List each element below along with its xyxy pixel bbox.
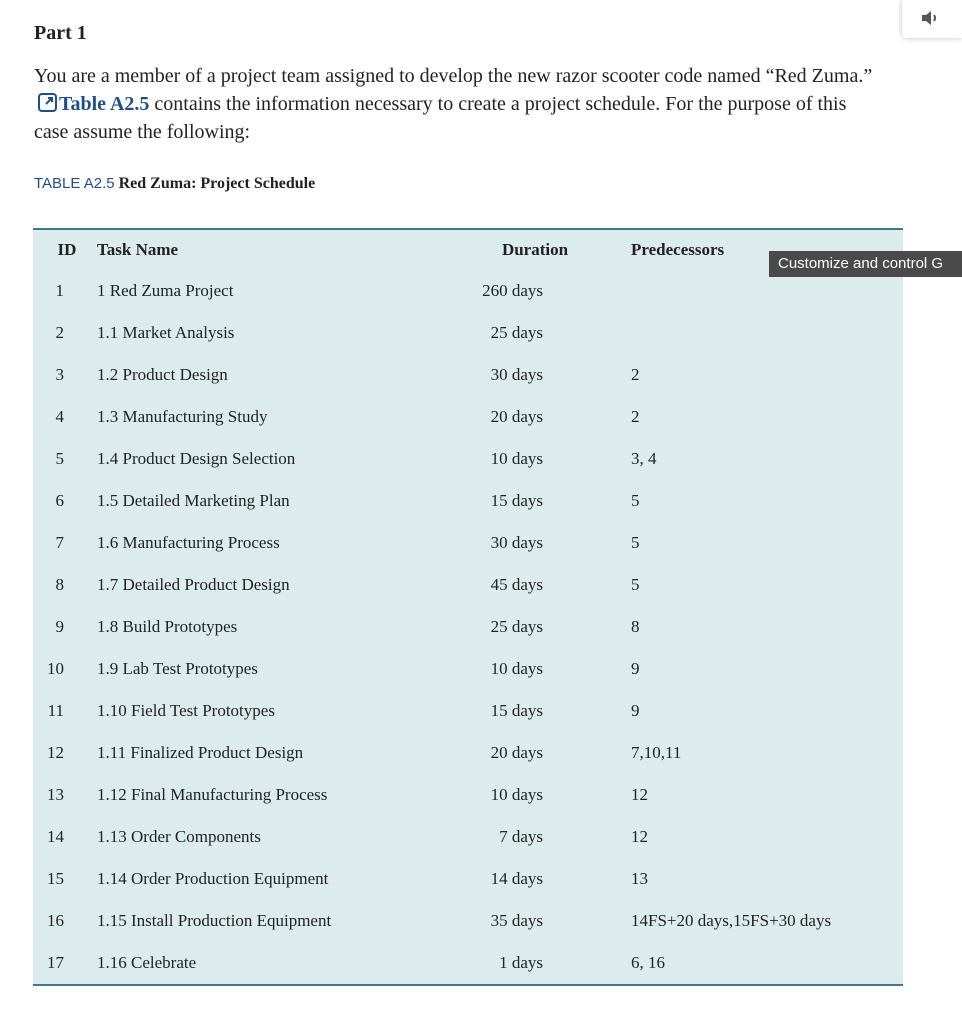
cell-id: 5 (55, 449, 64, 468)
cell-predecessors: 5 (631, 533, 640, 552)
cell-id: 11 (47, 701, 64, 720)
table-row (33, 522, 903, 564)
cell-id: 7 (55, 533, 64, 552)
cell-id: 3 (55, 365, 64, 384)
cell-task-name: 1 Red Zuma Project (97, 281, 234, 300)
table-row (33, 564, 903, 606)
table-row (33, 312, 903, 354)
cell-task-name: 1.14 Order Production Equipment (97, 869, 329, 888)
cell-duration: 15 days (490, 701, 543, 720)
cell-task-name: 1.7 Detailed Product Design (97, 575, 290, 594)
cell-predecessors: 2 (631, 365, 640, 384)
table-row (33, 438, 903, 480)
table-row (33, 858, 903, 900)
cell-duration: 20 days (490, 407, 543, 426)
table-row (33, 900, 903, 942)
cell-predecessors: 13 (631, 869, 648, 888)
part-heading: Part 1 (34, 22, 87, 44)
cell-duration: 10 days (490, 785, 543, 804)
cell-task-name: 1.15 Install Production Equipment (97, 911, 332, 930)
cell-duration: 7 days (499, 827, 543, 846)
cell-duration: 25 days (490, 617, 543, 636)
table-row (33, 732, 903, 774)
cell-task-name: 1.1 Market Analysis (97, 323, 235, 342)
cell-duration: 30 days (490, 365, 543, 384)
cell-duration: 25 days (490, 323, 543, 342)
cell-duration: 10 days (490, 449, 543, 468)
cell-task-name: 1.9 Lab Test Prototypes (97, 659, 258, 678)
cell-duration: 30 days (490, 533, 543, 552)
header-id: ID (57, 240, 77, 259)
cell-duration: 10 days (490, 659, 543, 678)
table-row (33, 396, 903, 438)
header-task-name: Task Name (97, 240, 179, 259)
cell-task-name: 1.3 Manufacturing Study (97, 407, 268, 426)
cell-id: 16 (47, 911, 64, 930)
cell-id: 13 (47, 785, 64, 804)
cell-task-name: 1.6 Manufacturing Process (97, 533, 280, 552)
table-caption (34, 175, 315, 193)
cell-duration: 15 days (490, 491, 543, 510)
table-link[interactable]: Table A2.5 (59, 93, 150, 115)
intro-text-end: contains the information necessary to create a project schedule. For the purpose of this case assume the following: (34, 93, 847, 143)
cell-task-name: 1.11 Finalized Product Design (97, 743, 304, 762)
header-duration: Duration (501, 240, 569, 259)
cell-id: 9 (55, 617, 64, 636)
cell-predecessors: 3, 4 (631, 449, 657, 468)
table-row (33, 480, 903, 522)
table-row (33, 774, 903, 816)
cell-id: 10 (47, 659, 64, 678)
cell-task-name: 1.10 Field Test Prototypes (97, 701, 275, 720)
cell-duration: 20 days (490, 743, 543, 762)
cell-id: 4 (55, 407, 64, 426)
cell-task-name: 1.16 Celebrate (97, 953, 197, 972)
schedule-table-container (33, 228, 903, 986)
cell-predecessors: 8 (631, 617, 640, 636)
cell-duration: 35 days (490, 911, 543, 930)
table-row (33, 606, 903, 648)
cell-predecessors: 12 (631, 785, 648, 804)
audio-button[interactable] (902, 0, 962, 38)
cell-predecessors: 2 (631, 407, 640, 426)
cell-predecessors: 9 (631, 659, 640, 678)
cell-task-name: 1.8 Build Prototypes (97, 617, 238, 636)
table-row (33, 942, 903, 984)
cell-task-name: 1.5 Detailed Marketing Plan (97, 491, 290, 510)
cell-id: 6 (55, 491, 64, 510)
cell-duration: 260 days (482, 281, 543, 300)
table-row (33, 354, 903, 396)
cell-duration: 1 days (499, 953, 543, 972)
speaker-icon (920, 8, 942, 28)
cell-id: 12 (47, 743, 64, 762)
table-caption-title: Red Zuma: Project Schedule (118, 175, 316, 192)
cell-id: 2 (55, 323, 64, 342)
cell-id: 17 (47, 953, 64, 972)
header-predecessors: Predecessors (631, 240, 725, 259)
tooltip: Customize and control G (769, 251, 962, 277)
cell-predecessors (597, 312, 903, 354)
cell-id: 1 (55, 281, 64, 300)
external-link-icon[interactable] (38, 93, 57, 112)
cell-task-name: 1.2 Product Design (97, 365, 228, 384)
cell-predecessors: 9 (631, 701, 640, 720)
table-row (33, 690, 903, 732)
cell-duration: 45 days (490, 575, 543, 594)
cell-predecessors: 6, 16 (631, 953, 665, 972)
cell-predecessors: 14FS+20 days,15FS+30 days (631, 911, 832, 930)
table-body (33, 270, 903, 984)
cell-predecessors: 7,10,11 (631, 743, 682, 762)
table-row (33, 648, 903, 690)
cell-id: 8 (55, 575, 64, 594)
cell-predecessors: 5 (631, 491, 640, 510)
cell-predecessors: 5 (631, 575, 640, 594)
intro-paragraph (34, 62, 884, 146)
cell-task-name: 1.13 Order Components (97, 827, 261, 846)
intro-text-start: You are a member of a project team assigned to develop the new razor scooter code named “Red Zuma.” (34, 65, 873, 87)
table-row (33, 816, 903, 858)
schedule-table (33, 230, 903, 984)
cell-duration: 14 days (490, 869, 543, 888)
cell-predecessors: 12 (631, 827, 648, 846)
cell-id: 14 (47, 827, 64, 846)
table-caption-label: TABLE A2.5 (34, 175, 115, 192)
cell-task-name: 1.4 Product Design Selection (97, 449, 296, 468)
cell-id: 15 (47, 869, 64, 888)
cell-task-name: 1.12 Final Manufacturing Process (97, 785, 328, 804)
